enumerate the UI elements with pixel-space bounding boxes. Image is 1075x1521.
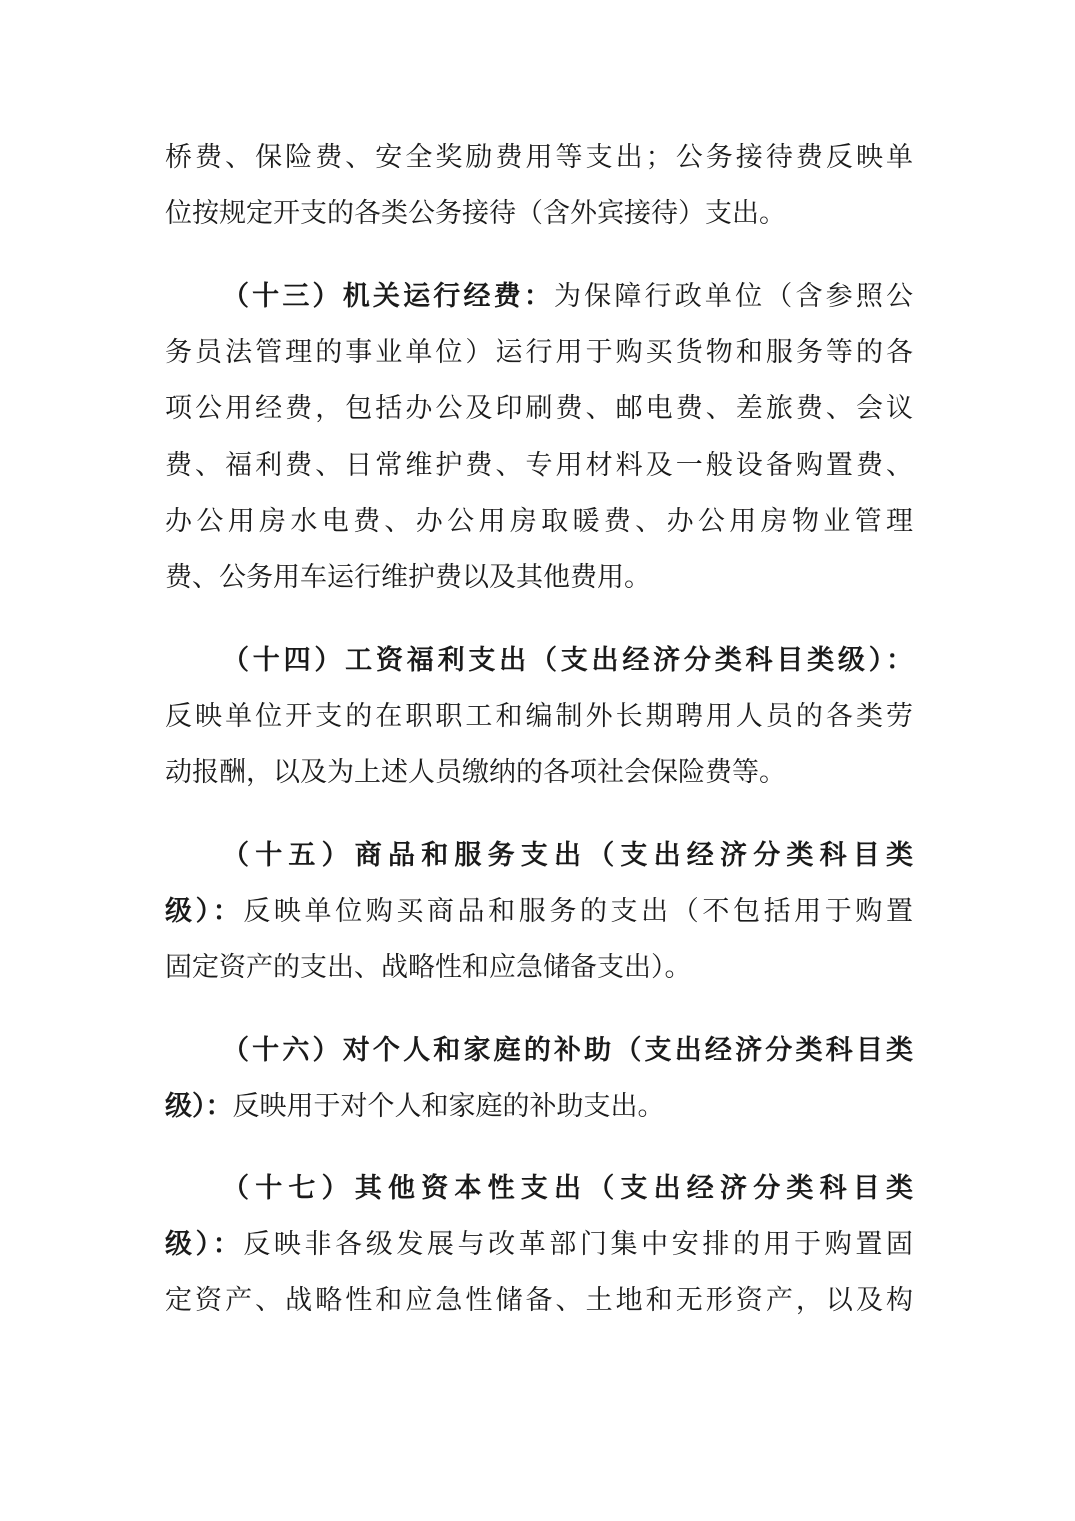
paragraph-line: 费、公务用车运行维护费以及其他费用。 — [165, 562, 651, 593]
section-heading: （十七）其他资本性支出（支出经济分类科目类 — [222, 1173, 913, 1204]
paragraph-line — [222, 275, 913, 319]
section-heading: （十六）对个人和家庭的补助（支出经济分类科目类 — [222, 1035, 913, 1066]
paragraph-line: 位按规定开支的各类公务接待（含外宾接待）支出。 — [165, 198, 786, 229]
paragraph-line — [165, 1085, 913, 1129]
paragraph-line — [222, 1029, 913, 1073]
paragraph-line — [222, 639, 913, 683]
section-heading-cont: 级）： — [165, 896, 244, 927]
paragraph-line — [165, 1223, 913, 1267]
paragraph-line — [222, 834, 913, 878]
section-heading: （十三）机关运行经费： — [222, 281, 554, 312]
paragraph-line: 费、福利费、日常维护费、专用材料及一般设备购置费、 — [165, 450, 913, 481]
paragraph-line: 动报酬，以及为上述人员缴纳的各项社会保险费等。 — [165, 757, 786, 788]
paragraph-line — [165, 890, 913, 934]
section-heading-cont: 级）： — [165, 1091, 233, 1122]
paragraph-line: 务员法管理的事业单位）运行用于购买货物和服务等的各 — [165, 337, 913, 368]
paragraph-text: 反映单位购买商品和服务的支出（不包括用于购置 — [243, 896, 913, 927]
paragraph-line: 桥费、保险费、安全奖励费用等支出；公务接待费反映单 — [165, 142, 913, 173]
paragraph-line: 项公用经费，包括办公及印刷费、邮电费、差旅费、会议 — [165, 393, 913, 424]
section-heading: （十四）工资福利支出（支出经济分类科目类级）： — [222, 645, 913, 676]
paragraph-line: 办公用房水电费、办公用房取暖费、办公用房物业管理 — [165, 506, 913, 537]
paragraph-text: 为保障行政单位（含参照公 — [554, 281, 913, 312]
paragraph-line: 定资产、战略性和应急性储备、土地和无形资产，以及构 — [165, 1285, 913, 1316]
paragraph-text: 反映非各级发展与改革部门集中安排的用于购置固 — [243, 1229, 913, 1260]
section-heading: （十五）商品和服务支出（支出经济分类科目类 — [222, 840, 913, 871]
paragraph-line: 固定资产的支出、战略性和应急储备支出）。 — [165, 952, 692, 983]
paragraph-line — [222, 1167, 913, 1211]
section-heading-cont: 级）： — [165, 1229, 244, 1260]
paragraph-text: 反映用于对个人和家庭的补助支出。 — [232, 1091, 665, 1122]
paragraph-line: 反映单位开支的在职职工和编制外长期聘用人员的各类劳 — [165, 701, 913, 732]
